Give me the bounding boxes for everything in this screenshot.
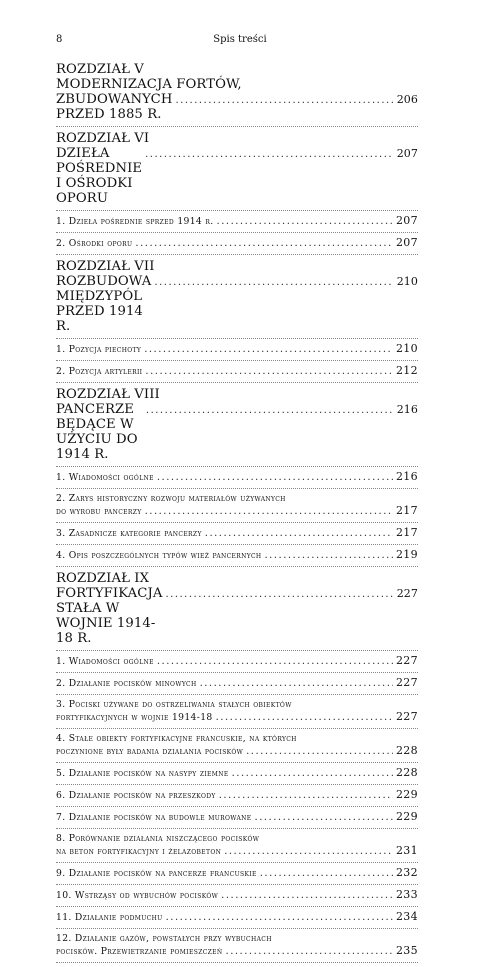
dot-leader bbox=[157, 472, 393, 484]
section-page-number: 212 bbox=[395, 364, 418, 377]
chapter-title-line: ZBUDOWANYCH PRZED 1885 R. bbox=[56, 92, 173, 122]
section-page-number: 227 bbox=[395, 676, 418, 689]
dotted-divider bbox=[56, 784, 418, 785]
dot-leader bbox=[154, 275, 393, 290]
section-page-number: 217 bbox=[395, 504, 418, 517]
chapter-title-line: FORTYFIKACJA STAŁA W WOJNIE 1914-18 R. bbox=[56, 586, 163, 646]
toc-chapter bbox=[56, 259, 418, 383]
toc-chapter bbox=[56, 571, 418, 963]
dotted-divider bbox=[56, 884, 418, 885]
section-page-number: 227 bbox=[395, 710, 418, 723]
dotted-divider bbox=[56, 728, 418, 729]
dotted-divider bbox=[56, 828, 418, 829]
toc-section bbox=[56, 365, 418, 378]
table-of-contents bbox=[56, 62, 418, 967]
toc-section bbox=[56, 471, 418, 484]
dot-leader bbox=[157, 656, 393, 668]
section-page-number: 231 bbox=[395, 844, 418, 857]
chapter-title-row bbox=[56, 402, 418, 462]
chapter-page-number: 206 bbox=[396, 93, 418, 106]
toc-section bbox=[56, 237, 418, 250]
dot-leader bbox=[264, 550, 392, 562]
section-title-row bbox=[56, 911, 418, 924]
dotted-divider bbox=[56, 806, 418, 807]
section-page-number: 207 bbox=[395, 236, 418, 249]
section-title-row bbox=[56, 527, 418, 540]
section-title-line: 7. Działanie pocisków na budowle murowane bbox=[56, 812, 252, 823]
dot-leader bbox=[200, 678, 393, 690]
section-page-number: 228 bbox=[395, 744, 418, 757]
section-title-row bbox=[56, 945, 418, 958]
dot-leader bbox=[166, 912, 393, 924]
chapter-title-line: MODERNIZACJA FORTÓW, bbox=[56, 77, 242, 92]
section-title-row bbox=[56, 711, 418, 724]
section-title-line: 1. Wiadomości ogólne bbox=[56, 472, 154, 483]
chapter-title-row bbox=[56, 586, 418, 646]
dotted-divider bbox=[56, 232, 418, 233]
section-title-line: na beton fortyfikacyjny i żelazobeton bbox=[56, 846, 222, 857]
section-page-number: 207 bbox=[395, 214, 418, 227]
section-title-row bbox=[56, 343, 418, 356]
toc-section bbox=[56, 933, 418, 958]
chapter-number: ROZDZIAŁ VII bbox=[56, 259, 155, 274]
chapter-page-number: 216 bbox=[396, 403, 418, 416]
dot-leader bbox=[135, 238, 393, 250]
dot-leader bbox=[219, 790, 393, 802]
toc-section bbox=[56, 733, 418, 758]
section-title-line: 6. Działanie pocisków na przeszkody bbox=[56, 790, 216, 801]
toc-chapter bbox=[56, 387, 418, 567]
dot-leader bbox=[145, 147, 393, 162]
dotted-divider bbox=[56, 544, 418, 545]
chapter-heading bbox=[56, 387, 418, 462]
dot-leader bbox=[221, 890, 393, 902]
section-title-line: 2. Działanie pocisków minowych bbox=[56, 678, 197, 689]
section-title-row bbox=[56, 549, 418, 562]
chapter-heading bbox=[56, 62, 418, 122]
dot-leader bbox=[145, 366, 393, 378]
section-page-number: 229 bbox=[395, 788, 418, 801]
toc-section bbox=[56, 493, 418, 518]
dotted-divider bbox=[56, 694, 418, 695]
dot-leader bbox=[217, 216, 393, 228]
section-page-number: 234 bbox=[395, 910, 418, 923]
toc-section bbox=[56, 343, 418, 356]
toc-section bbox=[56, 677, 418, 690]
section-title-line: 3. Pociski używane do ostrzeliwania stałych obiektów bbox=[56, 699, 292, 710]
section-title-row bbox=[56, 867, 418, 880]
section-title-row bbox=[56, 745, 418, 758]
chapter-heading bbox=[56, 571, 418, 646]
dot-leader bbox=[224, 846, 393, 858]
dot-leader bbox=[232, 768, 393, 780]
section-page-number: 227 bbox=[395, 654, 418, 667]
section-title-line: 9. Działanie pocisków na pancerze francuskie bbox=[56, 868, 257, 879]
dot-leader bbox=[226, 946, 393, 958]
section-page-number: 217 bbox=[395, 526, 418, 539]
dot-leader bbox=[175, 93, 393, 108]
dotted-divider bbox=[56, 466, 418, 467]
section-page-number: 228 bbox=[395, 766, 418, 779]
chapter-heading bbox=[56, 259, 418, 334]
section-page-number: 216 bbox=[395, 470, 418, 483]
dotted-divider bbox=[56, 382, 418, 383]
section-title-row bbox=[56, 237, 418, 250]
chapter-page-number: 210 bbox=[396, 275, 418, 288]
section-title-line: do wyrobu pancerzy bbox=[56, 506, 142, 517]
dot-leader bbox=[216, 712, 393, 724]
chapter-number: ROZDZIAŁ IX bbox=[56, 571, 150, 586]
section-page-number: 229 bbox=[395, 810, 418, 823]
section-title-line: 2. Zarys historyczny rozwoju materiałów używanych bbox=[56, 493, 286, 504]
section-title-row bbox=[56, 889, 418, 902]
chapter-title-line: DZIEŁA POŚREDNIE I OŚRODKI OPORU bbox=[56, 146, 143, 206]
section-page-number: 219 bbox=[395, 548, 418, 561]
dot-leader bbox=[260, 868, 393, 880]
section-title-row bbox=[56, 505, 418, 518]
section-title-row bbox=[56, 767, 418, 780]
dot-leader bbox=[246, 746, 393, 758]
page-number: 8 bbox=[56, 34, 63, 45]
section-title-row bbox=[56, 471, 418, 484]
dotted-divider bbox=[56, 928, 418, 929]
dot-leader bbox=[165, 587, 393, 602]
toc-section bbox=[56, 655, 418, 668]
dotted-divider bbox=[56, 360, 418, 361]
section-title-line: 8. Porównanie działania niszczącego pocisków bbox=[56, 833, 260, 844]
section-title-line: 2. Pozycja artylerii bbox=[56, 366, 143, 377]
chapter-page-number: 227 bbox=[396, 587, 418, 600]
dotted-divider bbox=[56, 126, 418, 127]
chapter-page-number: 207 bbox=[396, 147, 418, 160]
section-title-row bbox=[56, 845, 418, 858]
dotted-divider bbox=[56, 210, 418, 211]
dotted-divider bbox=[56, 650, 418, 651]
dot-leader bbox=[146, 403, 393, 418]
toc-section bbox=[56, 867, 418, 880]
toc-section bbox=[56, 789, 418, 802]
section-title-line: pocisków. Przewietrzanie pomieszczeń bbox=[56, 946, 223, 957]
section-title-line: 4. Stałe obiekty fortyfikacyjne francuskie, na których bbox=[56, 733, 297, 744]
dot-leader bbox=[205, 528, 393, 540]
section-title-line: 4. Opis poszczególnych typów wież pancernych bbox=[56, 550, 262, 561]
dotted-divider bbox=[56, 862, 418, 863]
toc-section bbox=[56, 215, 418, 228]
toc-section bbox=[56, 911, 418, 924]
section-title-line: 1. Wiadomości ogólne bbox=[56, 656, 154, 667]
chapter-title-line: ROZBUDOWA MIĘDZYPÓL PRZED 1914 R. bbox=[56, 274, 152, 334]
chapter-number: ROZDZIAŁ VI bbox=[56, 131, 150, 146]
section-title-row bbox=[56, 789, 418, 802]
chapter-number: ROZDZIAŁ V bbox=[56, 62, 144, 77]
toc-section bbox=[56, 549, 418, 562]
section-title-line: 1. Dzieła pośrednie sprzed 1914 r. bbox=[56, 216, 214, 227]
page-header bbox=[56, 34, 424, 48]
dotted-divider bbox=[56, 338, 418, 339]
section-title-line: poczynione były badania działania pocisków bbox=[56, 746, 244, 757]
toc-section bbox=[56, 833, 418, 858]
dotted-divider bbox=[56, 962, 418, 963]
section-title-line: 3. Zasadnicze kategorie pancerzy bbox=[56, 528, 202, 539]
section-page-number: 210 bbox=[395, 342, 418, 355]
section-title-line: 12. Działanie gazów, powstałych przy wybuchach bbox=[56, 933, 272, 944]
dotted-divider bbox=[56, 488, 418, 489]
chapter-number: ROZDZIAŁ VIII bbox=[56, 387, 160, 402]
toc-section bbox=[56, 811, 418, 824]
section-title-line: 10. Wstrząsy od wybuchów pocisków bbox=[56, 890, 219, 901]
running-title: Spis treści bbox=[213, 34, 267, 45]
section-title-row bbox=[56, 215, 418, 228]
chapter-title-row bbox=[56, 146, 418, 206]
toc-section bbox=[56, 699, 418, 724]
section-title-line: 2. Ośrodki oporu bbox=[56, 238, 133, 249]
dotted-divider bbox=[56, 254, 418, 255]
section-title-line: 1. Pozycja piechoty bbox=[56, 344, 142, 355]
dotted-divider bbox=[56, 906, 418, 907]
dot-leader bbox=[144, 344, 393, 356]
section-title-row bbox=[56, 365, 418, 378]
chapter-title-row bbox=[56, 274, 418, 334]
dot-leader bbox=[255, 812, 393, 824]
section-title-row bbox=[56, 655, 418, 668]
toc-section bbox=[56, 767, 418, 780]
toc-chapter bbox=[56, 62, 418, 127]
chapter-title-line: PANCERZE BĘDĄCE W UŻYCIU DO 1914 R. bbox=[56, 402, 138, 462]
section-title-row bbox=[56, 811, 418, 824]
section-title-line: fortyfikacyjnych w wojnie 1914-18 bbox=[56, 712, 213, 723]
dot-leader bbox=[145, 506, 393, 518]
chapter-title-row bbox=[56, 92, 418, 122]
toc-chapter bbox=[56, 131, 418, 255]
dotted-divider bbox=[56, 672, 418, 673]
dotted-divider bbox=[56, 762, 418, 763]
dotted-divider bbox=[56, 566, 418, 567]
dotted-divider bbox=[56, 522, 418, 523]
chapter-heading bbox=[56, 131, 418, 206]
section-title-line: 11. Działanie podmuchu bbox=[56, 912, 163, 923]
toc-section bbox=[56, 527, 418, 540]
toc-section bbox=[56, 889, 418, 902]
section-title-row bbox=[56, 677, 418, 690]
section-page-number: 235 bbox=[395, 944, 418, 957]
section-page-number: 233 bbox=[395, 888, 418, 901]
section-page-number: 232 bbox=[395, 866, 418, 879]
section-title-line: 5. Działanie pocisków na nasypy ziemne bbox=[56, 768, 229, 779]
